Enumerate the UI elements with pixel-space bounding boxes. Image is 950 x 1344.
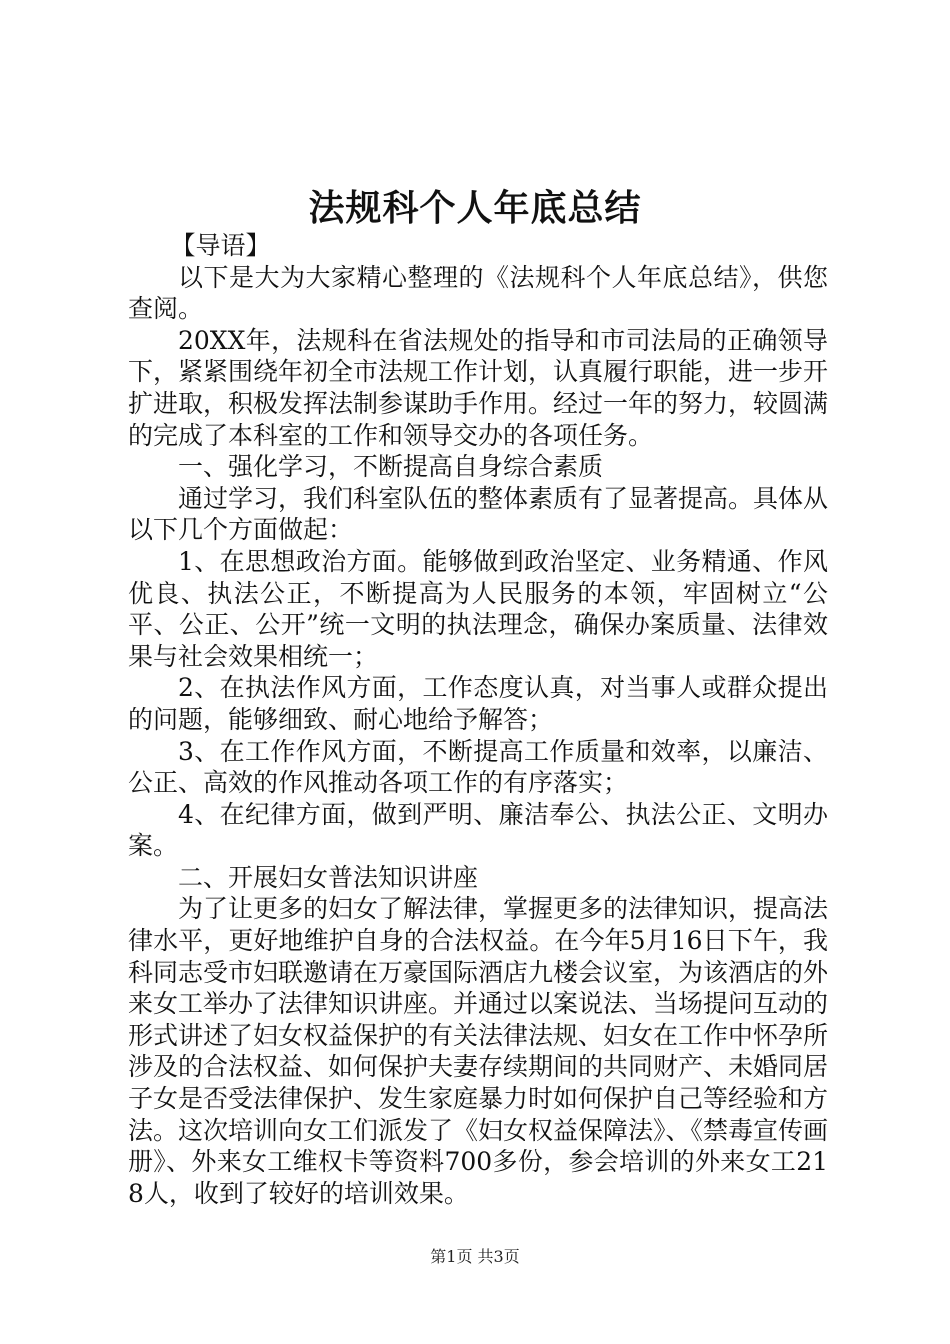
section-2-paragraph: 为了让更多的妇女了解法律，掌握更多的法律知识，提高法律水平，更好地维护自身的合法权益。在今年5月16日下午，我科同志受市妇联邀请在万豪国际酒店九楼会议室，为该酒店的外来女工举办了法律知识讲座。并通过以案说法、当场提问互动的形式讲述了妇女权益保护的有关法律法规、妇女在工作中怀孕所涉及的合法权益、如何保护夫妻存续期间的共同财产、未婚同居子女是否受法律保护、发生家庭暴力时如何保护自己等经验和方法。这次培训向女工们派发了《妇女权益保障法》、《禁毒宣传画册》、外来女工维权卡等资料700多份，参会培训的外来女工218人，收到了较好的培训效果。: [128, 894, 829, 1208]
list-item-2: 2、在执法作风方面，工作态度认真，对当事人或群众提出的问题，能够细致、耐心地给予解答；: [128, 673, 828, 734]
list-item-1: 1、在思想政治方面。能够做到政治坚定、业务精通、作风优良、执法公正，不断提高为人民服务的本领，牢固树立“公平、公正、公开”统一文明的执法理念，确保办案质量、法律效果与社会效果相统一；: [128, 546, 828, 671]
list-item-3: 3、在工作作风方面，不断提高工作质量和效率，以廉洁、公正、高效的作风推动各项工作的有序落实；: [128, 736, 828, 798]
document-title: 法规科个人年底总结: [308, 187, 642, 229]
section-heading-2: 二、开展妇女普法知识讲座: [178, 862, 479, 892]
intro-paragraph: 以下是大为大家精心整理的《法规科个人年底总结》，供您查阅。: [128, 262, 828, 324]
section-1-paragraph: 通过学习，我们科室队伍的整体素质有了显著提高。具体从以下几个方面做起：: [128, 483, 829, 545]
intro-heading: 【导语】: [170, 231, 271, 260]
list-item-4: 4、在纪律方面，做到严明、廉洁奉公、执法公正、文明办案。: [128, 799, 828, 861]
document-body: [128, 230, 828, 1209]
section-heading-1: 一、强化学习，不断提高自身综合素质: [178, 452, 604, 482]
page-footer: 第1页 共3页: [430, 1247, 520, 1266]
overview-paragraph: 20XX年，法规科在省法规处的指导和市司法局的正确领导下，紧紧围绕年初全市法规工作计划，认真履行职能，进一步开扩进取，积极发挥法制参谋助手作用。经过一年的努力，较圆满的完成了本科室的工作和领导交办的各项任务。: [128, 325, 829, 450]
